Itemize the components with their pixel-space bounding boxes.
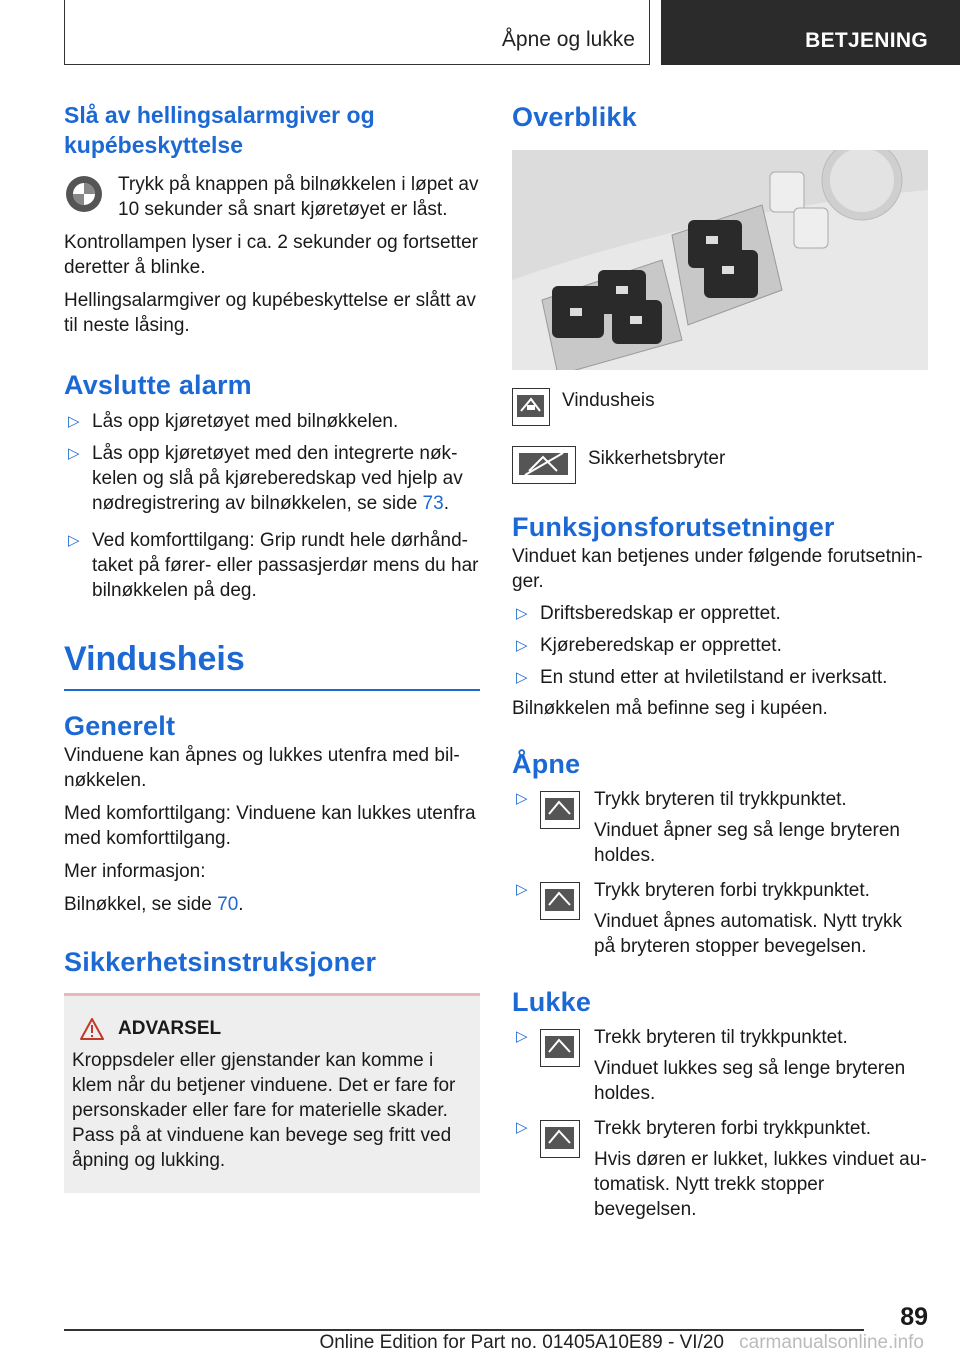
close-step-1 bbox=[512, 1025, 928, 1106]
bmw-key-button-icon bbox=[64, 174, 104, 214]
triangle-bullet-icon: ▷ bbox=[516, 790, 528, 807]
warning-text-2: Pass på at vinduene kan bevege seg fritt ved åpning og lukking. bbox=[72, 1125, 452, 1171]
open-step-2 bbox=[512, 878, 928, 959]
function-paragraph-2: Bilnøkkelen må befinne seg i kupéen. bbox=[512, 698, 828, 719]
general-paragraph-2: Med komforttilgang: Vinduene kan lukkes utenfra med komforttilgang. bbox=[64, 803, 476, 849]
window-lift-switch-icon bbox=[540, 1120, 580, 1158]
end-alarm-list bbox=[64, 409, 480, 603]
triangle-bullet-icon: ▷ bbox=[68, 445, 80, 462]
list-item: ▷ Kjøreberedskap er opprettet. bbox=[516, 635, 782, 656]
window-switch-photo bbox=[512, 150, 928, 370]
legend-window-lift bbox=[512, 388, 928, 426]
overview-heading: Overblikk bbox=[512, 102, 637, 132]
triangle-bullet-icon: ▷ bbox=[516, 1028, 528, 1045]
left-column bbox=[64, 100, 480, 1193]
open-step-1-result: Vinduet åpner seg så lenge bryteren holdes. bbox=[594, 820, 900, 866]
triangle-bullet-icon: ▷ bbox=[516, 1119, 528, 1136]
page-link-70[interactable]: 70 bbox=[217, 894, 239, 915]
tilt-paragraph-1: Kontrollampen lyser i ca. 2 sekunder og fortsetter deretter å blinke. bbox=[64, 232, 478, 278]
open-heading: Åpne bbox=[512, 749, 581, 779]
triangle-bullet-icon: ▷ bbox=[68, 413, 80, 430]
open-step-2-result: Vinduet åpnes automatisk. Nytt trykk på bryteren stopper bevegelsen. bbox=[594, 911, 903, 957]
function-prereq-heading: Funksjonsforutsetninger bbox=[512, 512, 835, 542]
footer-watermark: carmanualsonline.info bbox=[739, 1332, 924, 1353]
footer-edition: Online Edition for Part no. 01405A10E89 - VI/20 bbox=[319, 1332, 724, 1353]
warning-header bbox=[72, 1018, 472, 1040]
header-section-tab bbox=[64, 0, 650, 65]
window-lift-switch-icon bbox=[540, 882, 580, 920]
header-chapter-tab bbox=[661, 0, 960, 65]
warning-title: ADVARSEL bbox=[118, 1018, 222, 1039]
function-list bbox=[512, 601, 928, 690]
open-step-1 bbox=[512, 787, 928, 868]
triangle-bullet-icon: ▷ bbox=[516, 637, 528, 654]
tilt-paragraph-2: Hellingsalarmgiver og kupébeskyttelse er slått av til neste låsing. bbox=[64, 290, 476, 336]
close-step-1-action: Trekk bryteren til trykkpunktet. bbox=[594, 1027, 848, 1048]
window-lift-switch-icon bbox=[512, 388, 550, 426]
warning-box bbox=[64, 996, 480, 1193]
window-lift-switch-icon bbox=[540, 791, 580, 829]
key-instruction bbox=[64, 172, 480, 222]
open-step-2-action: Trykk bryteren forbi trykkpunktet. bbox=[594, 880, 870, 901]
door-panel-illustration bbox=[512, 150, 928, 370]
key-instruction-text: Trykk på knappen på bilnøkkelen i løpet av 10 sekunder så snart kjøretøyet er låst. bbox=[118, 174, 479, 220]
warning-text-1: Kroppsdeler eller gjenstander kan komme i klem når du betjener vinduene. Det er fare for personskader eller fare for materielle skader. bbox=[72, 1050, 456, 1121]
general-paragraph-4: Bilnøkkel, se side 70. bbox=[64, 894, 244, 915]
legend-safety-switch bbox=[512, 446, 928, 484]
general-heading: Generelt bbox=[64, 711, 176, 741]
warning-triangle-icon bbox=[80, 1018, 104, 1040]
end-alarm-heading: Avslutte alarm bbox=[64, 370, 252, 400]
triangle-bullet-icon: ▷ bbox=[516, 881, 528, 898]
legend-window-lift-label: Vindusheis bbox=[562, 390, 655, 411]
header-chapter-title: BETJENING bbox=[805, 29, 928, 52]
safety-heading: Sikkerhetsinstruksjoner bbox=[64, 947, 377, 977]
close-step-2-result: Hvis døren er lukket, lukkes vinduet automatisk. Nytt trekk stopper bevegelsen. bbox=[594, 1149, 927, 1220]
section-divider bbox=[64, 689, 480, 691]
close-heading: Lukke bbox=[512, 987, 592, 1017]
vindusheis-title: Vindusheis bbox=[64, 640, 245, 678]
list-item: ▷ En stund etter at hviletilstand er iverksatt. bbox=[516, 667, 888, 688]
triangle-bullet-icon: ▷ bbox=[68, 532, 80, 549]
function-paragraph-1: Vinduet kan betjenes under følgende forutsetninger. bbox=[512, 546, 923, 592]
legend-safety-switch-label: Sikkerhetsbryter bbox=[588, 448, 726, 469]
close-step-1-result: Vinduet lukkes seg så lenge bryteren holdes. bbox=[594, 1058, 906, 1104]
triangle-bullet-icon: ▷ bbox=[516, 605, 528, 622]
page-number: 89 bbox=[900, 1303, 928, 1331]
header-section-title: Åpne og lukke bbox=[501, 28, 635, 51]
list-item: ▷ Driftsberedskap er opprettet. bbox=[516, 603, 781, 624]
list-item: ▷ Lås opp kjøretøyet med den integrerte nøkkelen og slå på kjøreberedskap ved hjelp av nødregistrering av bilnøkkelen, se side 73. bbox=[68, 443, 463, 514]
safety-switch-icon bbox=[512, 446, 576, 484]
close-step-2-action: Trekk bryteren forbi trykkpunktet. bbox=[594, 1118, 872, 1139]
general-paragraph-1: Vinduene kan åpnes og lukkes utenfra med bilnøkkelen. bbox=[64, 745, 460, 791]
page-link-73[interactable]: 73 bbox=[422, 493, 444, 514]
general-paragraph-3: Mer informasjon: bbox=[64, 861, 206, 882]
open-step-1-action: Trykk bryteren til trykkpunktet. bbox=[594, 789, 847, 810]
right-column bbox=[512, 100, 928, 1222]
list-item: ▷ Ved komforttilgang: Grip rundt hele dørhåndtaket på fører- eller passasjerdør mens du har bilnøkkelen på deg. bbox=[68, 530, 479, 601]
tilt-alarm-heading: Slå av hellingsalarmgiver og kupébeskyttelse bbox=[64, 102, 375, 158]
window-lift-switch-icon bbox=[540, 1029, 580, 1067]
list-item: ▷ Lås opp kjøretøyet med bilnøkkelen. bbox=[68, 411, 399, 432]
triangle-bullet-icon: ▷ bbox=[516, 669, 528, 686]
footer-rule bbox=[64, 1329, 864, 1331]
close-step-2 bbox=[512, 1116, 928, 1222]
